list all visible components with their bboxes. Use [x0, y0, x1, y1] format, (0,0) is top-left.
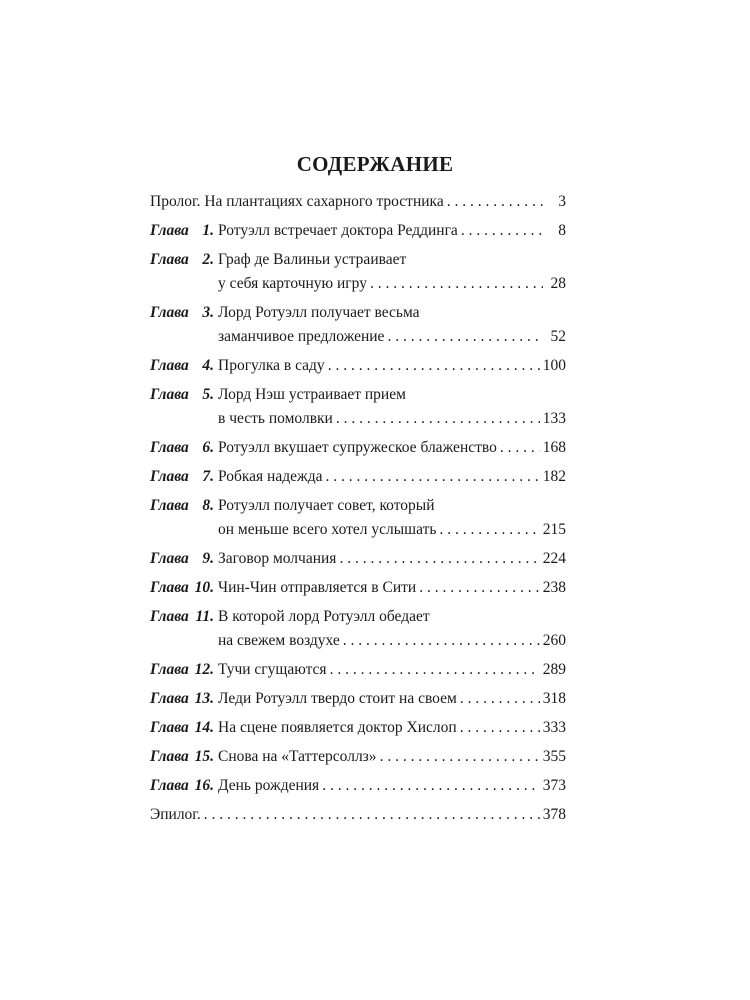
chapter-label — [150, 716, 218, 740]
toc-entry-chapter — [150, 219, 566, 243]
chapter-number: 5. — [202, 386, 214, 403]
entry-title: в честь помолвки — [218, 410, 333, 427]
entry-title: он меньше всего хотел услышать — [218, 521, 437, 538]
chapter-label — [150, 301, 218, 325]
chapter-label — [150, 687, 218, 711]
toc-entry-chapter — [150, 745, 566, 769]
entry-title: Лорд Нэш устраивает прием — [218, 386, 406, 403]
chapter-word: Глава — [150, 550, 189, 567]
page-number: 215 — [542, 521, 566, 538]
toc-entry-chapter — [150, 354, 566, 378]
toc-entry-chapter — [150, 605, 566, 653]
chapter-number: 10. — [194, 579, 214, 596]
toc-entry-epilogue — [150, 803, 566, 827]
chapter-word: Глава — [150, 690, 189, 707]
chapter-number: 4. — [202, 357, 214, 374]
chapter-number: 12. — [194, 661, 214, 678]
leader-dots — [343, 629, 540, 653]
entry-title: Робкая надежда — [218, 468, 323, 485]
chapter-number: 8. — [202, 497, 214, 514]
chapter-label — [150, 248, 218, 272]
toc-entry-chapter — [150, 248, 566, 296]
entry-title: Лорд Ротуэлл получает весьма — [218, 304, 420, 321]
chapter-number: 13. — [194, 690, 214, 707]
chapter-number: 1. — [202, 222, 214, 239]
page-number: 260 — [542, 632, 566, 649]
chapter-label — [150, 658, 218, 682]
entry-title: Снова на «Таттерсоллз» — [218, 748, 377, 765]
toc-entry-chapter — [150, 436, 566, 460]
entry-title: Чин-Чин отправляется в Сити — [218, 579, 417, 596]
toc-entry-chapter — [150, 494, 566, 542]
leader-dots — [461, 219, 543, 243]
page-number: 8 — [558, 222, 566, 239]
page-number: 3 — [558, 193, 566, 210]
page-number: 28 — [550, 275, 566, 292]
chapter-word: Глава — [150, 608, 189, 625]
entry-title: Ротуэлл вкушает супружеское блаженство — [218, 439, 497, 456]
page-number: 318 — [542, 690, 566, 707]
leader-dots — [460, 687, 540, 711]
page-number: 100 — [542, 357, 566, 374]
page-number: 182 — [542, 468, 566, 485]
toc-entry-chapter — [150, 383, 566, 431]
toc-entry-chapter — [150, 658, 566, 682]
entry-title: на свежем воздухе — [218, 632, 340, 649]
chapter-number: 14. — [194, 719, 214, 736]
page-number: 238 — [542, 579, 566, 596]
entry-title: заманчивое предложение — [218, 328, 385, 345]
chapter-number: 15. — [194, 748, 214, 765]
chapter-word: Глава — [150, 468, 189, 485]
chapter-word: Глава — [150, 251, 189, 268]
chapter-word: Глава — [150, 304, 189, 321]
entry-title: Граф де Валиньи устраивает — [218, 251, 407, 268]
leader-dots — [380, 745, 540, 769]
toc-entry-chapter — [150, 465, 566, 489]
toc-entry-chapter — [150, 687, 566, 711]
leader-dots — [447, 190, 543, 214]
entry-title: Ротуэлл получает совет, который — [218, 497, 435, 514]
leader-dots — [439, 518, 539, 542]
chapter-word: Глава — [150, 579, 189, 596]
entry-title: Леди Ротуэлл твердо стоит на своем — [218, 690, 457, 707]
leader-dots — [387, 325, 543, 349]
entry-title: Прогулка в саду — [218, 357, 325, 374]
toc-entry-chapter — [150, 716, 566, 740]
leader-dots — [500, 436, 540, 460]
leader-dots — [322, 774, 540, 798]
leader-dots — [325, 465, 539, 489]
chapter-number: 7. — [202, 468, 214, 485]
chapter-label — [150, 745, 218, 769]
entry-title: В которой лорд Ротуэлл обедает — [218, 608, 430, 625]
page-number: 52 — [550, 328, 566, 345]
chapter-word: Глава — [150, 719, 189, 736]
chapter-word: Глава — [150, 439, 189, 456]
leader-dots — [204, 803, 540, 827]
chapter-word: Глава — [150, 497, 189, 514]
leader-dots — [419, 576, 540, 600]
chapter-number: 6. — [202, 439, 214, 456]
chapter-number: 2. — [202, 251, 214, 268]
toc-entry-chapter — [150, 547, 566, 571]
page-number: 333 — [542, 719, 566, 736]
chapter-label — [150, 465, 218, 489]
chapter-label — [150, 219, 218, 243]
chapter-word: Глава — [150, 777, 189, 794]
entry-title: Пролог. На плантациях сахарного тростника — [150, 193, 444, 210]
page-number: 224 — [542, 550, 566, 567]
chapter-label — [150, 383, 218, 407]
leader-dots — [330, 658, 540, 682]
leader-dots — [370, 272, 543, 296]
entry-title: Эпилог. — [150, 806, 201, 823]
entry-title: Тучи сгущаются — [218, 661, 327, 678]
page-number: 373 — [542, 777, 566, 794]
toc-entry-chapter — [150, 774, 566, 798]
page-number: 168 — [542, 439, 566, 456]
page-title: СОДЕРЖАНИЕ — [296, 152, 454, 176]
toc-entry-chapter — [150, 301, 566, 349]
page-number: 378 — [542, 806, 566, 823]
page-number: 133 — [542, 410, 566, 427]
entry-title: Заговор молчания — [218, 550, 337, 567]
chapter-number: 9. — [202, 550, 214, 567]
leader-dots — [328, 354, 540, 378]
toc-entry-chapter — [150, 576, 566, 600]
entry-title: На сцене появляется доктор Хислоп — [218, 719, 457, 736]
chapter-word: Глава — [150, 357, 189, 374]
table-of-contents — [150, 190, 566, 827]
chapter-word: Глава — [150, 748, 189, 765]
leader-dots — [339, 547, 539, 571]
leader-dots — [336, 407, 540, 431]
chapter-number: 16. — [194, 777, 214, 794]
chapter-word: Глава — [150, 222, 189, 239]
chapter-number: 3. — [202, 304, 214, 321]
chapter-label — [150, 547, 218, 571]
chapter-label — [150, 354, 218, 378]
leader-dots — [460, 716, 540, 740]
entry-title: Ротуэлл встречает доктора Реддинга — [218, 222, 458, 239]
chapter-label — [150, 605, 218, 629]
chapter-label — [150, 576, 218, 600]
entry-title: у себя карточную игру — [218, 275, 367, 292]
chapter-label — [150, 436, 218, 460]
chapter-word: Глава — [150, 386, 189, 403]
chapter-number: 11. — [195, 608, 214, 625]
page-number: 355 — [542, 748, 566, 765]
chapter-word: Глава — [150, 661, 189, 678]
chapter-label — [150, 774, 218, 798]
page-number: 289 — [542, 661, 566, 678]
toc-entry-prologue — [150, 190, 566, 214]
chapter-label — [150, 494, 218, 518]
entry-title: День рождения — [218, 777, 320, 794]
